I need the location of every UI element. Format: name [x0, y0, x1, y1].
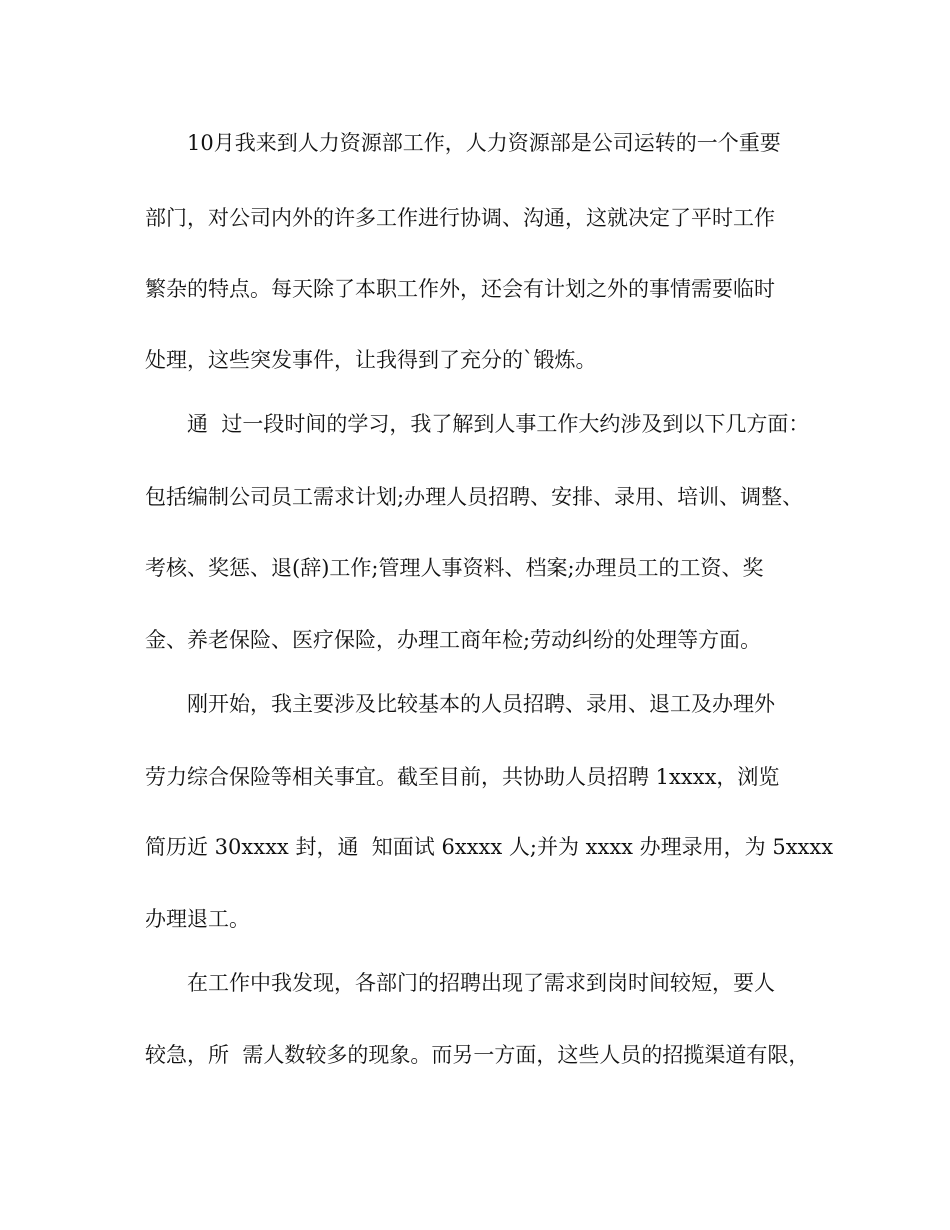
paragraph-2-line-1: 通 过一段时间的学习，我了解到人事工作大约涉及到以下几方面： [187, 412, 810, 436]
paragraph-1-line-2: 部门，对公司内外的许多工作进行协调、沟通，这就决定了平时工作 [145, 206, 775, 230]
paragraph-3-line-2: 劳力综合保险等相关事宜。截至目前，共协助人员招聘 1xxxx，浏览 [145, 765, 780, 789]
paragraph-3-line-4: 办理退工。 [145, 907, 250, 931]
paragraph-1-line-4: 处理，这些突发事件，让我得到了充分的`锻炼。 [145, 348, 597, 372]
paragraph-3-line-3: 简历近 30xxxx 封，通 知面试 6xxxx 人;并为 xxxx 办理录用，为 5xxxx [145, 835, 834, 859]
paragraph-2-line-2: 包括编制公司员工需求计划;办理人员招聘、安排、录用、培训、调整、 [145, 485, 804, 509]
paragraph-4-line-2: 较急，所 需人数较多的现象。而另一方面，这些人员的招揽渠道有限， [145, 1043, 810, 1067]
paragraph-1-line-3: 繁杂的特点。每天除了本职工作外，还会有计划之外的事情需要临时 [145, 277, 775, 301]
paragraph-1-line-1: 10月我来到人力资源部工作，人力资源部是公司运转的一个重要 [187, 131, 781, 155]
paragraph-2-line-4: 金、养老保险、医疗保险，办理工商年检;劳动纠纷的处理等方面。 [145, 628, 762, 652]
paragraph-2-line-3: 考核、奖惩、退(辞)工作;管理人事资料、档案;办理员工的工资、奖 [145, 556, 764, 580]
paragraph-4-line-1: 在工作中我发现，各部门的招聘出现了需求到岗时间较短，要人 [187, 971, 775, 995]
paragraph-3-line-1: 刚开始，我主要涉及比较基本的人员招聘、录用、退工及办理外 [187, 692, 775, 716]
